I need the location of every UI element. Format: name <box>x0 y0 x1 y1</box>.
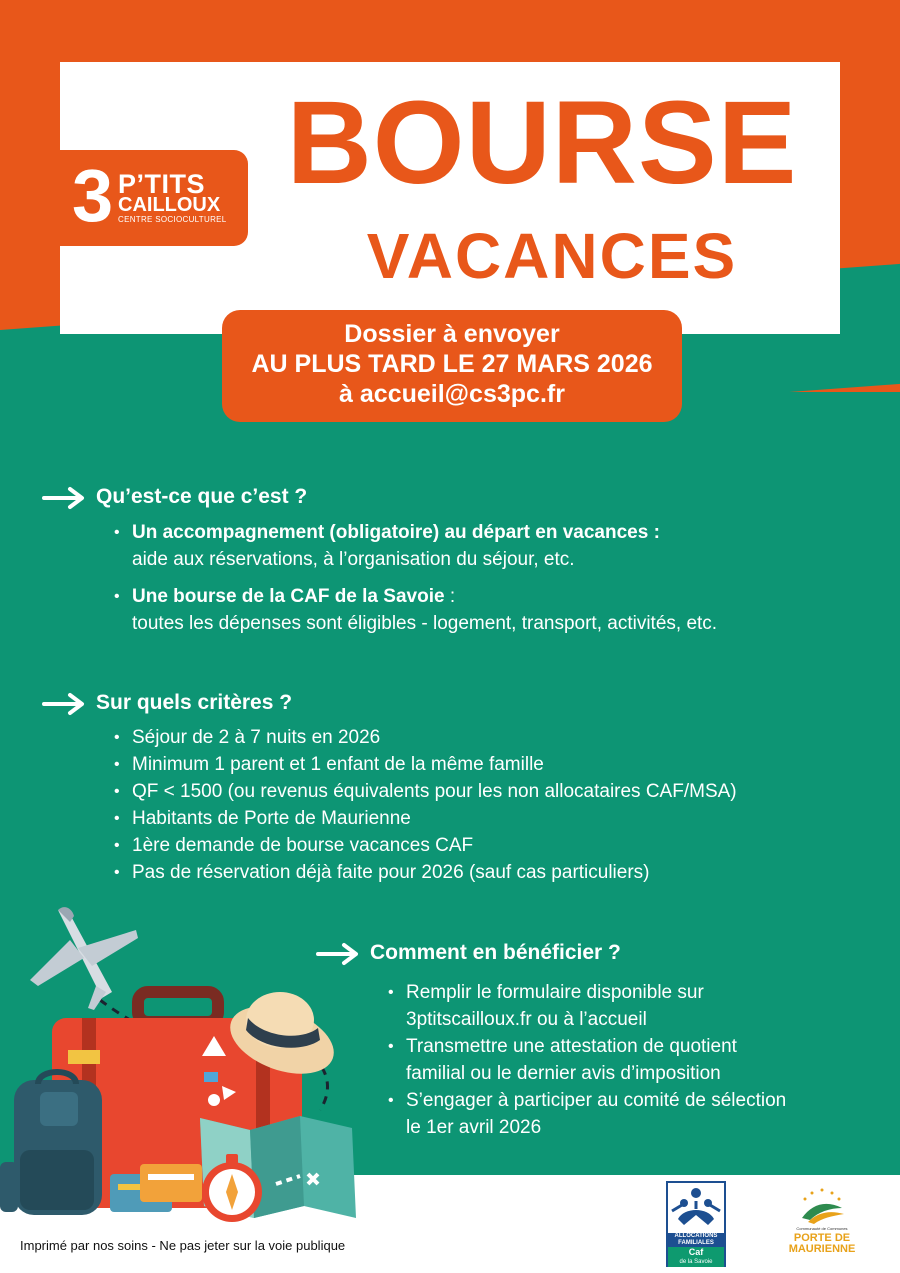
arrow-right-icon <box>42 486 86 510</box>
section-what-title: Qu’est-ce que c’est ? <box>96 485 308 508</box>
what-item-2-bold: Une bourse de la CAF de la Savoie <box>132 586 445 607</box>
what-item-2-heading <box>132 583 455 610</box>
pdm-caption: Communauté de Communes <box>796 1226 848 1231</box>
what-item-1-text: aide aux réservations, à l’organisation du séjour, etc. <box>132 549 575 570</box>
bullet-icon: • <box>114 810 120 827</box>
criteria-item: Pas de réservation déjà faite pour 2026 (sauf cas particuliers) <box>132 862 650 883</box>
deadline-email[interactable]: à accueil@cs3pc.fr <box>339 380 565 408</box>
criteria-item: 1ère demande de bourse vacances CAF <box>132 835 474 856</box>
logo-text-cailloux: CAILLOUX <box>118 194 221 216</box>
caf-savoie-logo <box>666 1181 726 1267</box>
arrow-right-icon <box>42 692 86 716</box>
deadline-banner <box>222 310 682 422</box>
deadline-line1: Dossier à envoyer <box>344 320 560 348</box>
bullet-icon: • <box>114 756 120 773</box>
bullet-icon: • <box>114 729 120 746</box>
logo-digit: 3 <box>72 154 114 237</box>
page-subtitle: VACANCES <box>366 220 738 292</box>
what-item-2-text: toutes les dépenses sont éligibles - logement, transport, activités, etc. <box>132 613 718 634</box>
backpack-icon <box>0 1072 102 1215</box>
caf-subtitle: de la Savoie <box>679 1259 713 1265</box>
airplane-icon <box>30 907 138 1010</box>
logo-text-ptits: P’TITS <box>118 169 206 199</box>
criteria-item: Habitants de Porte de Maurienne <box>132 808 411 829</box>
how-item-2-line1: Transmettre une attestation de quotient <box>406 1036 737 1057</box>
bullet-icon: • <box>114 837 120 854</box>
pdm-emblem-icon <box>796 1186 848 1226</box>
how-item-1-line1: Remplir le formulaire disponible sur <box>406 982 704 1003</box>
bullet-icon: • <box>388 1038 394 1055</box>
deadline-line2: AU PLUS TARD LE 27 MARS 2026 <box>251 350 653 378</box>
porte-de-maurienne-logo <box>784 1186 860 1260</box>
what-item-1-heading: Un accompagnement (obligatoire) au départ en vacances : <box>132 522 660 543</box>
what-item-2-colon: : <box>444 586 456 607</box>
caf-family-icon <box>668 1183 724 1233</box>
caf-label: ALLOCATIONS FAMILIALES <box>674 1233 718 1246</box>
travel-illustration <box>0 900 370 1230</box>
section-how-title: Comment en bénéficier ? <box>370 941 621 964</box>
caf-name-block <box>668 1247 724 1267</box>
criteria-item: QF < 1500 (ou revenus équivalents pour les non allocataires CAF/MSA) <box>132 781 737 802</box>
footer-note: Imprimé par nos soins - Ne pas jeter sur la voie publique <box>20 1238 346 1253</box>
pdm-name-line2: MAURIENNE <box>788 1243 856 1255</box>
bullet-icon: • <box>114 588 120 605</box>
bullet-icon: • <box>388 1092 394 1109</box>
logo-text-centre: CENTRE SOCIOCULTUREL <box>118 215 227 224</box>
caf-name: Caf <box>688 1247 704 1257</box>
bullet-icon: • <box>114 864 120 881</box>
how-item-2-line2: familial ou le dernier avis d’imposition <box>406 1063 721 1084</box>
bullet-icon: • <box>388 984 394 1001</box>
caf-emblem <box>668 1183 724 1233</box>
how-item-3-line2: le 1er avril 2026 <box>406 1117 542 1138</box>
page-title: BOURSE <box>286 77 798 209</box>
how-item-1-line2: 3ptitscailloux.fr ou à l’accueil <box>406 1009 647 1030</box>
section-criteria-title: Sur quels critères ? <box>96 691 293 714</box>
how-item-3-line1: S’engager à participer au comité de sélection <box>406 1090 787 1111</box>
bullet-icon: • <box>114 783 120 800</box>
criteria-item: Séjour de 2 à 7 nuits en 2026 <box>132 727 381 748</box>
criteria-item: Minimum 1 parent et 1 enfant de la même famille <box>132 754 544 775</box>
pdm-name-line1: PORTE DE <box>793 1232 851 1244</box>
bullet-icon: • <box>114 524 120 541</box>
